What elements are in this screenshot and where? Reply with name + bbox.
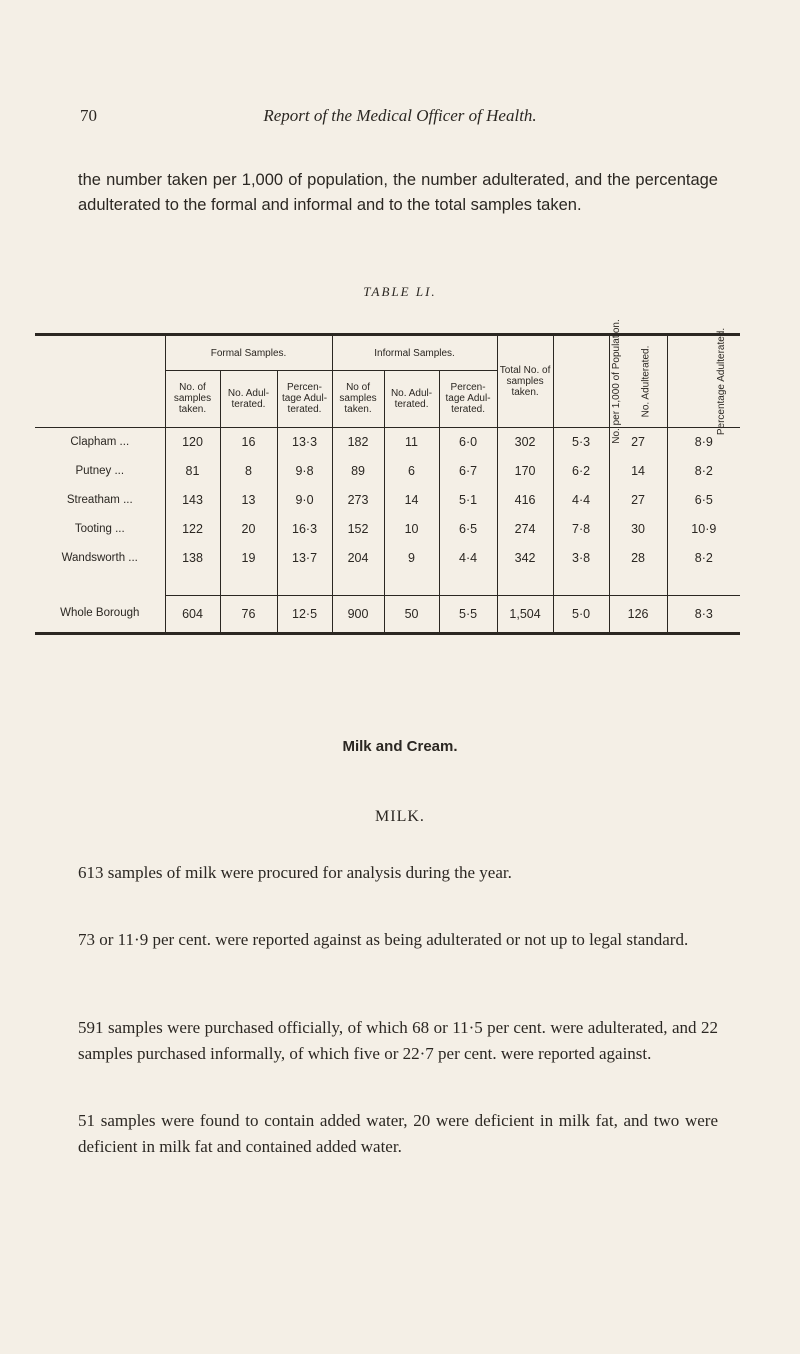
table-cell: 19 — [220, 544, 277, 573]
formal-percentage-header: Percen- tage Adul- terated. — [277, 371, 332, 427]
table-row — [35, 427, 740, 457]
pct-adulterated-header — [667, 327, 740, 435]
area-name: Streatham ... — [66, 494, 133, 506]
table-cell: 126 — [609, 595, 667, 633]
area-name: Wandsworth ... — [61, 552, 138, 564]
per-1000-label: No. per 1,000 of Population. — [610, 318, 622, 444]
table-cell: 416 — [497, 486, 553, 515]
table-cell: 120 — [165, 427, 220, 457]
pct-adulterated-label: Percentage Adulterated. — [715, 327, 727, 435]
formal-samples-taken-header: No. of samples taken. — [165, 371, 220, 427]
table-cell: 81 — [165, 457, 220, 486]
table-cell: 5·0 — [553, 595, 609, 633]
table-cell: 1,504 — [497, 595, 553, 633]
informal-samples-taken-header: No of samples taken. — [332, 371, 384, 427]
table-cell: 13·3 — [277, 427, 332, 457]
area-name: Putney ... — [75, 465, 125, 477]
table-cell: 8·2 — [667, 457, 740, 486]
running-title: Report of the Medical Officer of Health. — [263, 106, 537, 125]
paragraph: 73 or 11·9 per cent. were reported against as being adulterated or not up to legal standard. — [78, 930, 689, 949]
informal-percentage-header: Percen- tage Adul- terated. — [439, 371, 497, 427]
table-cell: 8·3 — [667, 595, 740, 633]
table-cell: 28 — [609, 544, 667, 573]
table-cell: 143 — [165, 486, 220, 515]
table-cell: 5·5 — [439, 595, 497, 633]
table-group-header-row — [35, 335, 740, 371]
formal-samples-header: Formal Samples. — [165, 335, 332, 371]
informal-samples-header: Informal Samples. — [332, 335, 497, 371]
table-cell: 604 — [165, 595, 220, 633]
table-row — [35, 457, 740, 486]
table-cell: 10·9 — [667, 515, 740, 544]
table-cell: 8·2 — [667, 544, 740, 573]
table-cell: 122 — [165, 515, 220, 544]
table-cell: 138 — [165, 544, 220, 573]
table-cell: 900 — [332, 595, 384, 633]
table-cell: 14 — [609, 457, 667, 486]
total-area-name: Whole Borough — [60, 607, 140, 620]
table-cell: 6 — [384, 457, 439, 486]
table-cell: 4·4 — [553, 486, 609, 515]
table-cell: 273 — [332, 486, 384, 515]
informal-adulterated-header: No. Adul- terated. — [384, 371, 439, 427]
table-cell: 27 — [609, 427, 667, 457]
area-name: Tooting ... — [74, 523, 125, 535]
table-cell: 9 — [384, 544, 439, 573]
paragraph: 51 samples were found to contain added water, 20 were deficient in milk fat, and two were deficient in milk fat and contained added water. — [78, 1111, 718, 1156]
table-cell: 13·7 — [277, 544, 332, 573]
table-cell: 8·9 — [667, 427, 740, 457]
table-cell: 10 — [384, 515, 439, 544]
samples-table — [35, 318, 740, 635]
table-row — [35, 486, 740, 515]
table-cell: 342 — [497, 544, 553, 573]
table-cell: 6·7 — [439, 457, 497, 486]
table-cell: 8 — [220, 457, 277, 486]
table-cell: 20 — [220, 515, 277, 544]
table-spacer-row — [35, 573, 740, 596]
area-name: Clapham ... — [70, 436, 130, 448]
table-cell: 76 — [220, 595, 277, 633]
table-cell: 302 — [497, 427, 553, 457]
area-header — [35, 335, 165, 427]
table-cell: 14 — [384, 486, 439, 515]
table-cell: 274 — [497, 515, 553, 544]
table-total-row — [35, 595, 740, 633]
table-cell: 6·5 — [439, 515, 497, 544]
table-cell: 16·3 — [277, 515, 332, 544]
table-title: TABLE LI. — [363, 284, 437, 299]
table-cell: 12·5 — [277, 595, 332, 633]
page-number: 70 — [80, 106, 97, 125]
table-cell: 13 — [220, 486, 277, 515]
section-heading: Milk and Cream. — [342, 738, 458, 755]
table-cell: 4·4 — [439, 544, 497, 573]
table-cell: 30 — [609, 515, 667, 544]
table-cell: 5·1 — [439, 486, 497, 515]
table-cell: 16 — [220, 427, 277, 457]
paragraph: 613 samples of milk were procured for analysis during the year. — [78, 863, 512, 882]
table-cell: 6·5 — [667, 486, 740, 515]
table-cell: 5·3 — [553, 427, 609, 457]
sub-heading: MILK. — [375, 808, 425, 825]
table-cell: 6·2 — [553, 457, 609, 486]
formal-adulterated-header: No. Adul- terated. — [220, 371, 277, 427]
table-cell: 11 — [384, 427, 439, 457]
table-cell: 89 — [332, 457, 384, 486]
paragraph: 591 samples were purchased officially, of which 68 or 11·5 per cent. were adulterated, and 22 samples purchased informally, of which five or 22·7 per cent. were reported against. — [78, 1018, 718, 1063]
table-cell: 7·8 — [553, 515, 609, 544]
table-cell: 9·8 — [277, 457, 332, 486]
table-cell: 6·0 — [439, 427, 497, 457]
intro-paragraph: the number taken per 1,000 of population, the number adulterated, and the percentage adulterated to the formal and informal and to the total samples taken. — [78, 171, 718, 214]
table-cell: 182 — [332, 427, 384, 457]
table-cell: 9·0 — [277, 486, 332, 515]
no-adulterated-label: No. Adulterated. — [639, 345, 651, 418]
table-cell: 27 — [609, 486, 667, 515]
table-cell: 152 — [332, 515, 384, 544]
total-samples-header: Total No. of samples taken. — [497, 335, 553, 427]
table-row — [35, 544, 740, 573]
table-cell: 50 — [384, 595, 439, 633]
table-cell: 3·8 — [553, 544, 609, 573]
table-cell: 204 — [332, 544, 384, 573]
table-row — [35, 515, 740, 544]
table-cell: 170 — [497, 457, 553, 486]
